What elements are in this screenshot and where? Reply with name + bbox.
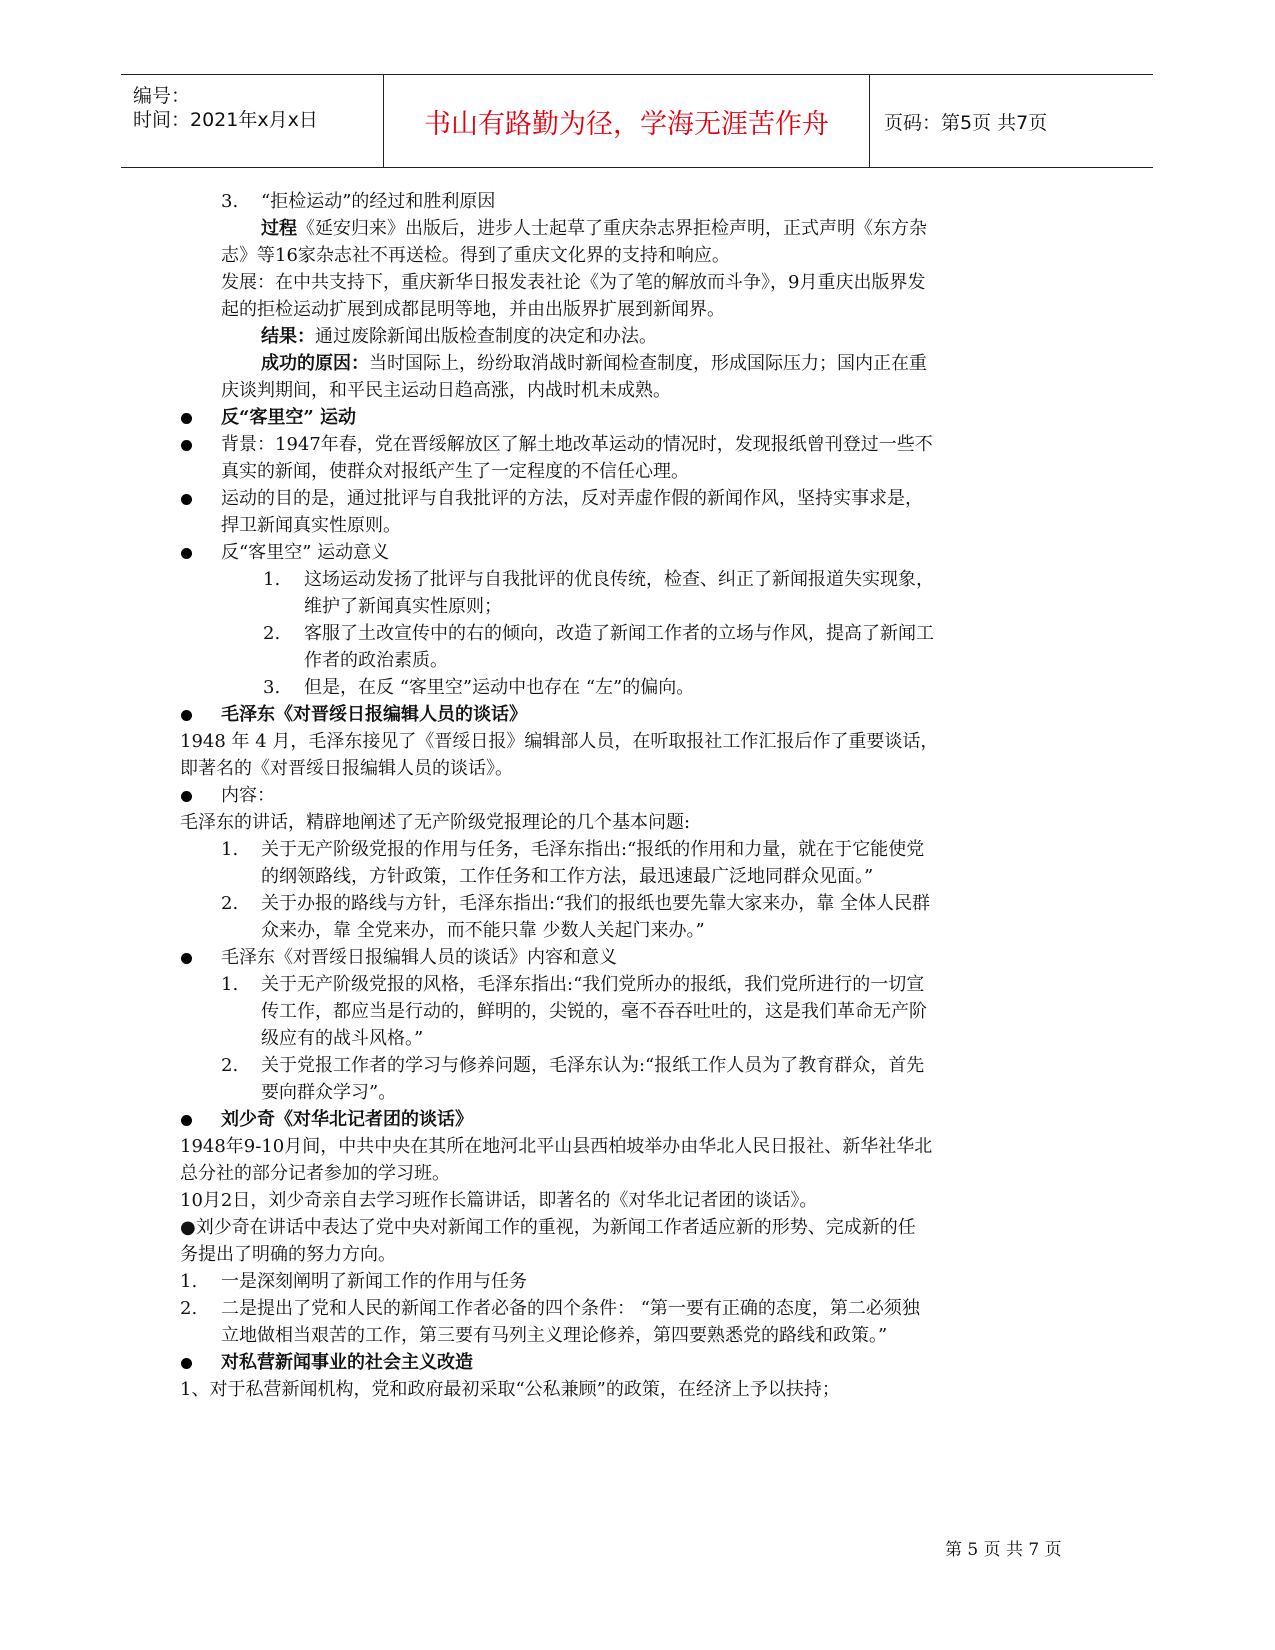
text-line: 反“客里空” 运动意义 xyxy=(221,542,390,563)
text-line: 过程《延安归来》出版后，进步人士起草了重庆杂志界拒检声明，正式声明《东方杂 xyxy=(261,218,927,239)
number-label: 编号： xyxy=(133,85,191,107)
text-line: 毛泽东的讲话，精辟地阐述了无产阶级党报理论的几个基本问题: xyxy=(180,812,691,833)
text-line: 成功的原因：当时国际上，纷纷取消战时新闻检查制度，形成国际压力；国内正在重 xyxy=(261,353,927,374)
text-line: 立地做相当艰苦的工作，第三要有马列主义理论修养，第四要熟悉党的路线和政策。” xyxy=(221,1325,888,1346)
text-line: 即著名的《对晋绥日报编辑人员的谈话》。 xyxy=(180,758,513,779)
text-line: 1、对于私营新闻机构，党和政府最初采取“公私兼顾”的政策，在经济上予以扶持； xyxy=(180,1379,840,1400)
bold-label: 结果： xyxy=(261,326,315,347)
text-line: 关于办报的路线与方针，毛泽东指出:“我们的报纸也要先靠大家来办，靠 全体人民群 xyxy=(261,893,930,914)
text-line: 客服了土改宣传中的右的倾向，改造了新闻工作者的立场与作风，提高了新闻工 xyxy=(304,623,934,644)
text-line: 务提出了明确的努力方向。 xyxy=(180,1244,396,1265)
motto: 书山有路勤为径，学海无涯苦作舟 xyxy=(384,75,870,167)
text-line: 但是，在反 “客里空”运动中也存在 “左”的偏向。 xyxy=(304,677,695,698)
time-label: 时间：2021年x月x日 xyxy=(133,109,318,131)
bullet-icon xyxy=(181,953,192,964)
list-number: 3. xyxy=(221,191,239,212)
text-line: 一是深刻阐明了新闻工作的作用与任务 xyxy=(221,1271,527,1292)
text-line: 关于党报工作者的学习与修养问题，毛泽东认为:“报纸工作人员为了教育群众，首先 xyxy=(261,1055,925,1076)
text-line: 背景：1947年春，党在晋绥解放区了解土地改革运动的情况时，发现报纸曾刊登过一些不 xyxy=(221,434,933,455)
list-number: 1. xyxy=(263,569,281,590)
text-line: 捍卫新闻真实性原则。 xyxy=(221,515,401,536)
page-label: 页码：第5页 共7页 xyxy=(884,111,1048,134)
text-line: 关于无产阶级党报的作用与任务，毛泽东指出:“报纸的作用和力量，就在于它能使党 xyxy=(261,839,925,860)
text-line: 庆谈判期间，和平民主运动日趋高涨，内战时机未成熟。 xyxy=(221,380,671,401)
text-line: 1948年9-10月间，中共中央在其所在地河北平山县西柏坡举办由华北人民日报社、新华社华北 xyxy=(180,1136,933,1157)
text-line: 毛泽东《对晋绥日报编辑人员的谈话》内容和意义 xyxy=(221,947,617,968)
bullet-icon xyxy=(181,710,192,721)
bullet-icon xyxy=(181,440,192,451)
text-line: 1948 年 4 月，毛泽东接见了《晋绥日报》编辑部人员，在听取报社工作汇报后作了重要谈话， xyxy=(180,731,939,752)
text-line: 作者的政治素质。 xyxy=(304,650,448,671)
bullet-icon xyxy=(181,1115,192,1126)
page-header xyxy=(121,74,1153,168)
bullet-icon xyxy=(181,1358,192,1369)
section-heading: 毛泽东《对晋绥日报编辑人员的谈话》 xyxy=(221,704,527,725)
text-line: 二是提出了党和人民的新闻工作者必备的四个条件： “第一要有正确的态度，第二必须独 xyxy=(221,1298,920,1319)
text-line: 发展：在中共支持下，重庆新华日报发表社论《为了笔的解放而斗争》，9月重庆出版界发 xyxy=(221,272,926,293)
list-number: 2. xyxy=(180,1298,198,1319)
text-line: 志》等16家杂志社不再送检。得到了重庆文化界的支持和响应。 xyxy=(221,245,730,266)
text-line: 起的拒检运动扩展到成都昆明等地，并由出版界扩展到新闻界。 xyxy=(221,299,725,320)
section-heading: 刘少奇《对华北记者团的谈话》 xyxy=(221,1109,473,1130)
bold-label: 过程 xyxy=(261,218,297,239)
header-meta-cell xyxy=(121,75,384,167)
list-number: 3. xyxy=(263,677,281,698)
text-line: 内容： xyxy=(221,785,275,806)
text-line: 结果：通过废除新闻出版检查制度的决定和办法。 xyxy=(261,326,657,347)
page-footer: 第 5 页 共 7 页 xyxy=(945,1540,1062,1560)
text-line: 传工作，都应当是行动的，鲜明的，尖锐的，毫不吞吞吐吐的，这是我们革命无产阶 xyxy=(261,1001,927,1022)
text-line: 关于无产阶级党报的风格，毛泽东指出:“我们党所办的报纸，我们党所进行的一切宣 xyxy=(261,974,925,995)
list-number: 1. xyxy=(221,839,239,860)
list-number: 2. xyxy=(263,623,281,644)
list-number: 2. xyxy=(221,893,239,914)
text-line: 真实的新闻，使群众对报纸产生了一定程度的不信任心理。 xyxy=(221,461,689,482)
text-line: 要向群众学习”。 xyxy=(261,1082,397,1103)
list-number: 1. xyxy=(180,1271,198,1292)
text-line: 众来办，靠 全党来办，而不能只靠 少数人关起门来办。” xyxy=(261,920,705,941)
bullet-icon xyxy=(181,413,192,424)
section-heading: 反“客里空” 运动 xyxy=(221,407,356,428)
text-line: “拒检运动”的经过和胜利原因 xyxy=(261,191,496,212)
text-line: 10月2日，刘少奇亲自去学习班作长篇讲话，即著名的《对华北记者团的谈话》。 xyxy=(180,1190,818,1211)
bullet-icon xyxy=(181,791,192,802)
bullet-icon xyxy=(181,548,192,559)
text-line: 级应有的战斗风格。” xyxy=(261,1028,424,1049)
list-number: 1. xyxy=(221,974,239,995)
bold-label: 成功的原因： xyxy=(261,353,369,374)
list-number: 2. xyxy=(221,1055,239,1076)
text-line: 的纲领路线，方针政策，工作任务和工作方法，最迅速最广泛地同群众见面。” xyxy=(261,866,874,887)
bullet-icon xyxy=(181,494,192,505)
text-line: 维护了新闻真实性原则； xyxy=(304,596,502,617)
text-line: 总分社的部分记者参加的学习班。 xyxy=(180,1163,450,1184)
section-heading: 对私营新闻事业的社会主义改造 xyxy=(221,1352,473,1373)
text-line: 运动的目的是，通过批评与自我批评的方法，反对弄虚作假的新闻作风，坚持实事求是， xyxy=(221,488,923,509)
text-line: ●刘少奇在讲话中表达了党中央对新闻工作的重视，为新闻工作者适应新的形势、完成新的任 xyxy=(180,1217,916,1238)
text-line: 这场运动发扬了批评与自我批评的优良传统，检查、纠正了新闻报道失实现象， xyxy=(304,569,934,590)
